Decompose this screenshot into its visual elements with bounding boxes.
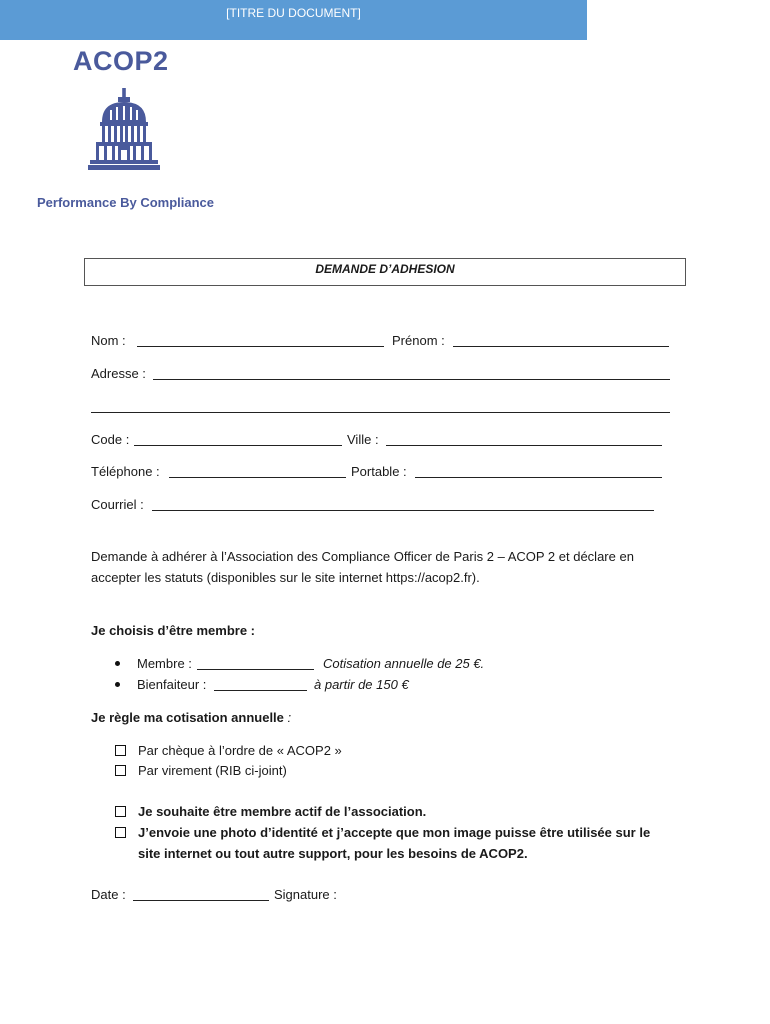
payment-heading-text: Je règle ma cotisation annuelle: [91, 710, 284, 725]
date-field[interactable]: [133, 886, 269, 901]
adresse-field-line2[interactable]: [91, 398, 670, 413]
logo-name: ACOP2: [73, 46, 169, 76]
photo-consent-line-2: site internet ou tout autre support, pour les besoins de ACOP2.: [138, 846, 528, 861]
telephone-label: Téléphone :: [91, 464, 160, 479]
membership-heading: Je choisis d’être membre :: [91, 623, 256, 638]
bienfaiteur-note: à partir de 150 €: [314, 677, 409, 692]
bullet-icon: [115, 682, 120, 687]
prenom-label: Prénom :: [392, 333, 445, 348]
prenom-field[interactable]: [453, 332, 669, 347]
courriel-label: Courriel :: [91, 497, 144, 512]
signature-label: Signature :: [274, 887, 337, 902]
form-title: DEMANDE D’ADHESION: [315, 262, 455, 276]
document-title-bar: [0, 0, 587, 40]
document-title: [TITRE DU DOCUMENT]: [226, 6, 361, 20]
portable-field[interactable]: [415, 463, 662, 478]
payment-heading-colon: :: [287, 710, 292, 725]
code-field[interactable]: [134, 431, 342, 446]
courriel-field[interactable]: [152, 496, 654, 511]
code-label: Code :: [91, 432, 130, 447]
declaration-line-1: Demande à adhérer à l’Association des Compliance Officer de Paris 2 – ACOP 2 et déclare en: [91, 549, 634, 564]
declaration-line-2: accepter les statuts (disponibles sur le site internet https://acop2.fr).: [91, 570, 480, 585]
portable-label: Portable :: [351, 464, 407, 479]
membre-note: Cotisation annuelle de 25 €.: [323, 656, 485, 671]
adresse-field[interactable]: [153, 365, 670, 380]
cheque-label: Par chèque à l’ordre de « ACOP2 »: [138, 743, 342, 758]
membre-label: Membre :: [137, 656, 192, 671]
active-member-label: Je souhaite être membre actif de l’association.: [138, 804, 427, 819]
form-title-box: [84, 258, 686, 286]
date-label: Date :: [91, 887, 126, 902]
bienfaiteur-label: Bienfaiteur :: [137, 677, 207, 692]
virement-label: Par virement (RIB ci-joint): [138, 763, 287, 778]
nom-label: Nom :: [91, 333, 126, 348]
cheque-checkbox[interactable]: [115, 745, 126, 756]
telephone-field[interactable]: [169, 463, 346, 478]
nom-field[interactable]: [137, 332, 384, 347]
adresse-label: Adresse :: [91, 366, 146, 381]
ville-field[interactable]: [386, 431, 662, 446]
membre-field[interactable]: [197, 655, 314, 670]
active-member-checkbox[interactable]: [115, 806, 126, 817]
capitol-dome-icon: [88, 88, 160, 170]
payment-heading: [91, 710, 291, 725]
photo-consent-checkbox[interactable]: [115, 827, 126, 838]
bienfaiteur-field[interactable]: [214, 676, 307, 691]
tagline: Performance By Compliance: [37, 195, 215, 210]
ville-label: Ville :: [347, 432, 379, 447]
photo-consent-line-1: J’envoie une photo d’identité et j’accepte que mon image puisse être utilisée sur le: [138, 825, 651, 840]
virement-checkbox[interactable]: [115, 765, 126, 776]
bullet-icon: [115, 661, 120, 666]
